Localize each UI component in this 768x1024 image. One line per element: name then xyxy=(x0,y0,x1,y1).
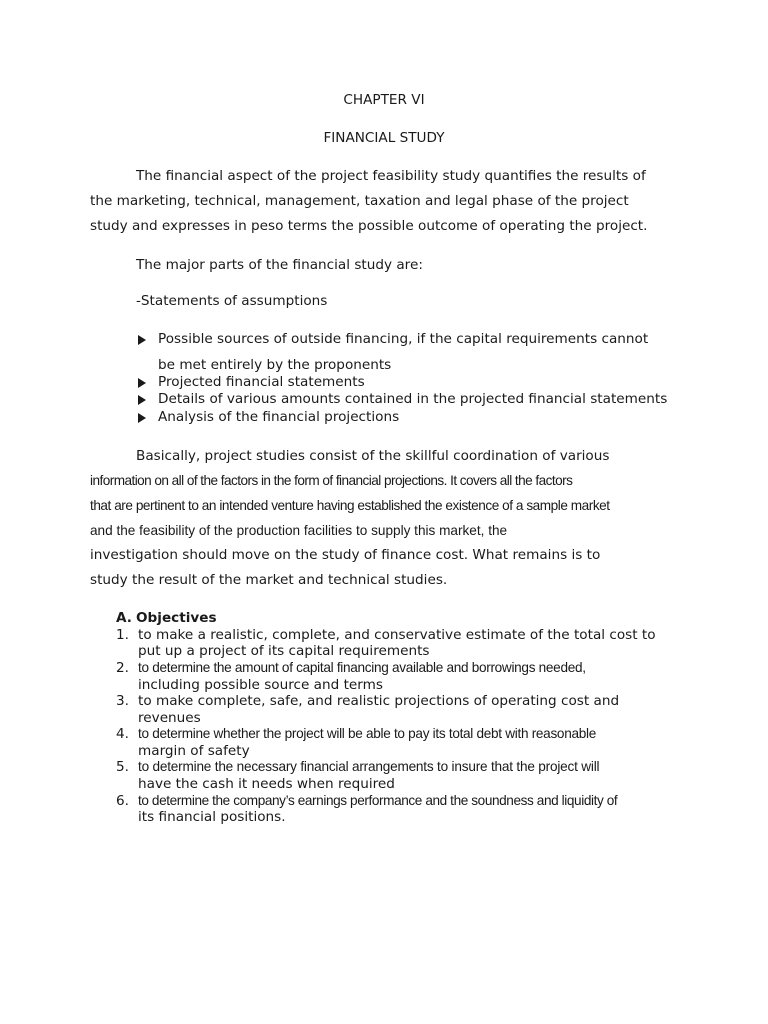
objective-number: 1. xyxy=(116,627,129,643)
basic-line: information on all of the factors in the form of financial projections. It covers all the factors xyxy=(90,473,573,488)
arrow-bullet-icon xyxy=(138,378,146,388)
bullet-item: Projected financial statements xyxy=(158,374,365,390)
basic-line: that are pertinent to an intended venture having established the existence of a sample market xyxy=(90,498,610,513)
arrow-bullet-icon xyxy=(138,335,146,345)
arrow-bullet-icon xyxy=(138,413,146,423)
objectives-marker: A. xyxy=(116,610,132,626)
objective-text: margin of safety xyxy=(138,743,250,759)
objective-text: to determine the amount of capital financing available and borrowings needed, xyxy=(138,660,586,675)
basic-line: study the result of the market and technical studies. xyxy=(90,572,448,588)
basic-line: and the feasibility of the production facilities to supply this market, the xyxy=(90,523,508,538)
objective-text: its financial positions. xyxy=(138,809,286,825)
bullet-item: Possible sources of outside financing, if the capital requirements cannot xyxy=(158,331,649,347)
objective-text: to make a realistic, complete, and conservative estimate of the total cost to xyxy=(138,627,656,643)
objective-text: to determine the company’s earnings performance and the soundness and liquidity of xyxy=(138,793,618,808)
page-title: FINANCIAL STUDY xyxy=(323,130,445,146)
objective-number: 6. xyxy=(116,793,129,809)
intro-line: the marketing, technical, management, taxation and legal phase of the project xyxy=(90,193,629,209)
chapter-heading: CHAPTER VI xyxy=(343,92,425,108)
bullet-item: Details of various amounts contained in the projected financial statements xyxy=(158,391,668,407)
intro-line: The financial aspect of the project feasibility study quantifies the results of xyxy=(136,168,646,184)
objective-number: 5. xyxy=(116,759,129,775)
objective-text: to determine whether the project will be able to pay its total debt with reasonable xyxy=(138,726,596,741)
objective-text: revenues xyxy=(138,710,201,726)
arrow-bullet-icon xyxy=(138,395,146,405)
objective-text: have the cash it needs when required xyxy=(138,776,395,792)
bullet-item: Analysis of the financial projections xyxy=(158,409,400,425)
major-parts-text: The major parts of the financial study are: xyxy=(136,257,423,273)
intro-line: study and expresses in peso terms the possible outcome of operating the project. xyxy=(90,218,648,234)
objective-text: to make complete, safe, and realistic projections of operating cost and xyxy=(138,693,620,709)
objective-text: put up a project of its capital requirements xyxy=(138,643,430,659)
objectives-heading: Objectives xyxy=(136,610,217,626)
basic-line: investigation should move on the study of finance cost. What remains is to xyxy=(90,547,601,563)
objective-number: 2. xyxy=(116,660,129,676)
objective-number: 3. xyxy=(116,693,129,709)
bullet-item-continuation: be met entirely by the proponents xyxy=(158,357,392,373)
objective-number: 4. xyxy=(116,726,129,742)
basic-line: Basically, project studies consist of the skillful coordination of various xyxy=(136,448,610,464)
objective-text: to determine the necessary financial arrangements to insure that the project will xyxy=(138,759,600,774)
statements-text: -Statements of assumptions xyxy=(136,293,328,309)
objective-text: including possible source and terms xyxy=(138,677,383,693)
